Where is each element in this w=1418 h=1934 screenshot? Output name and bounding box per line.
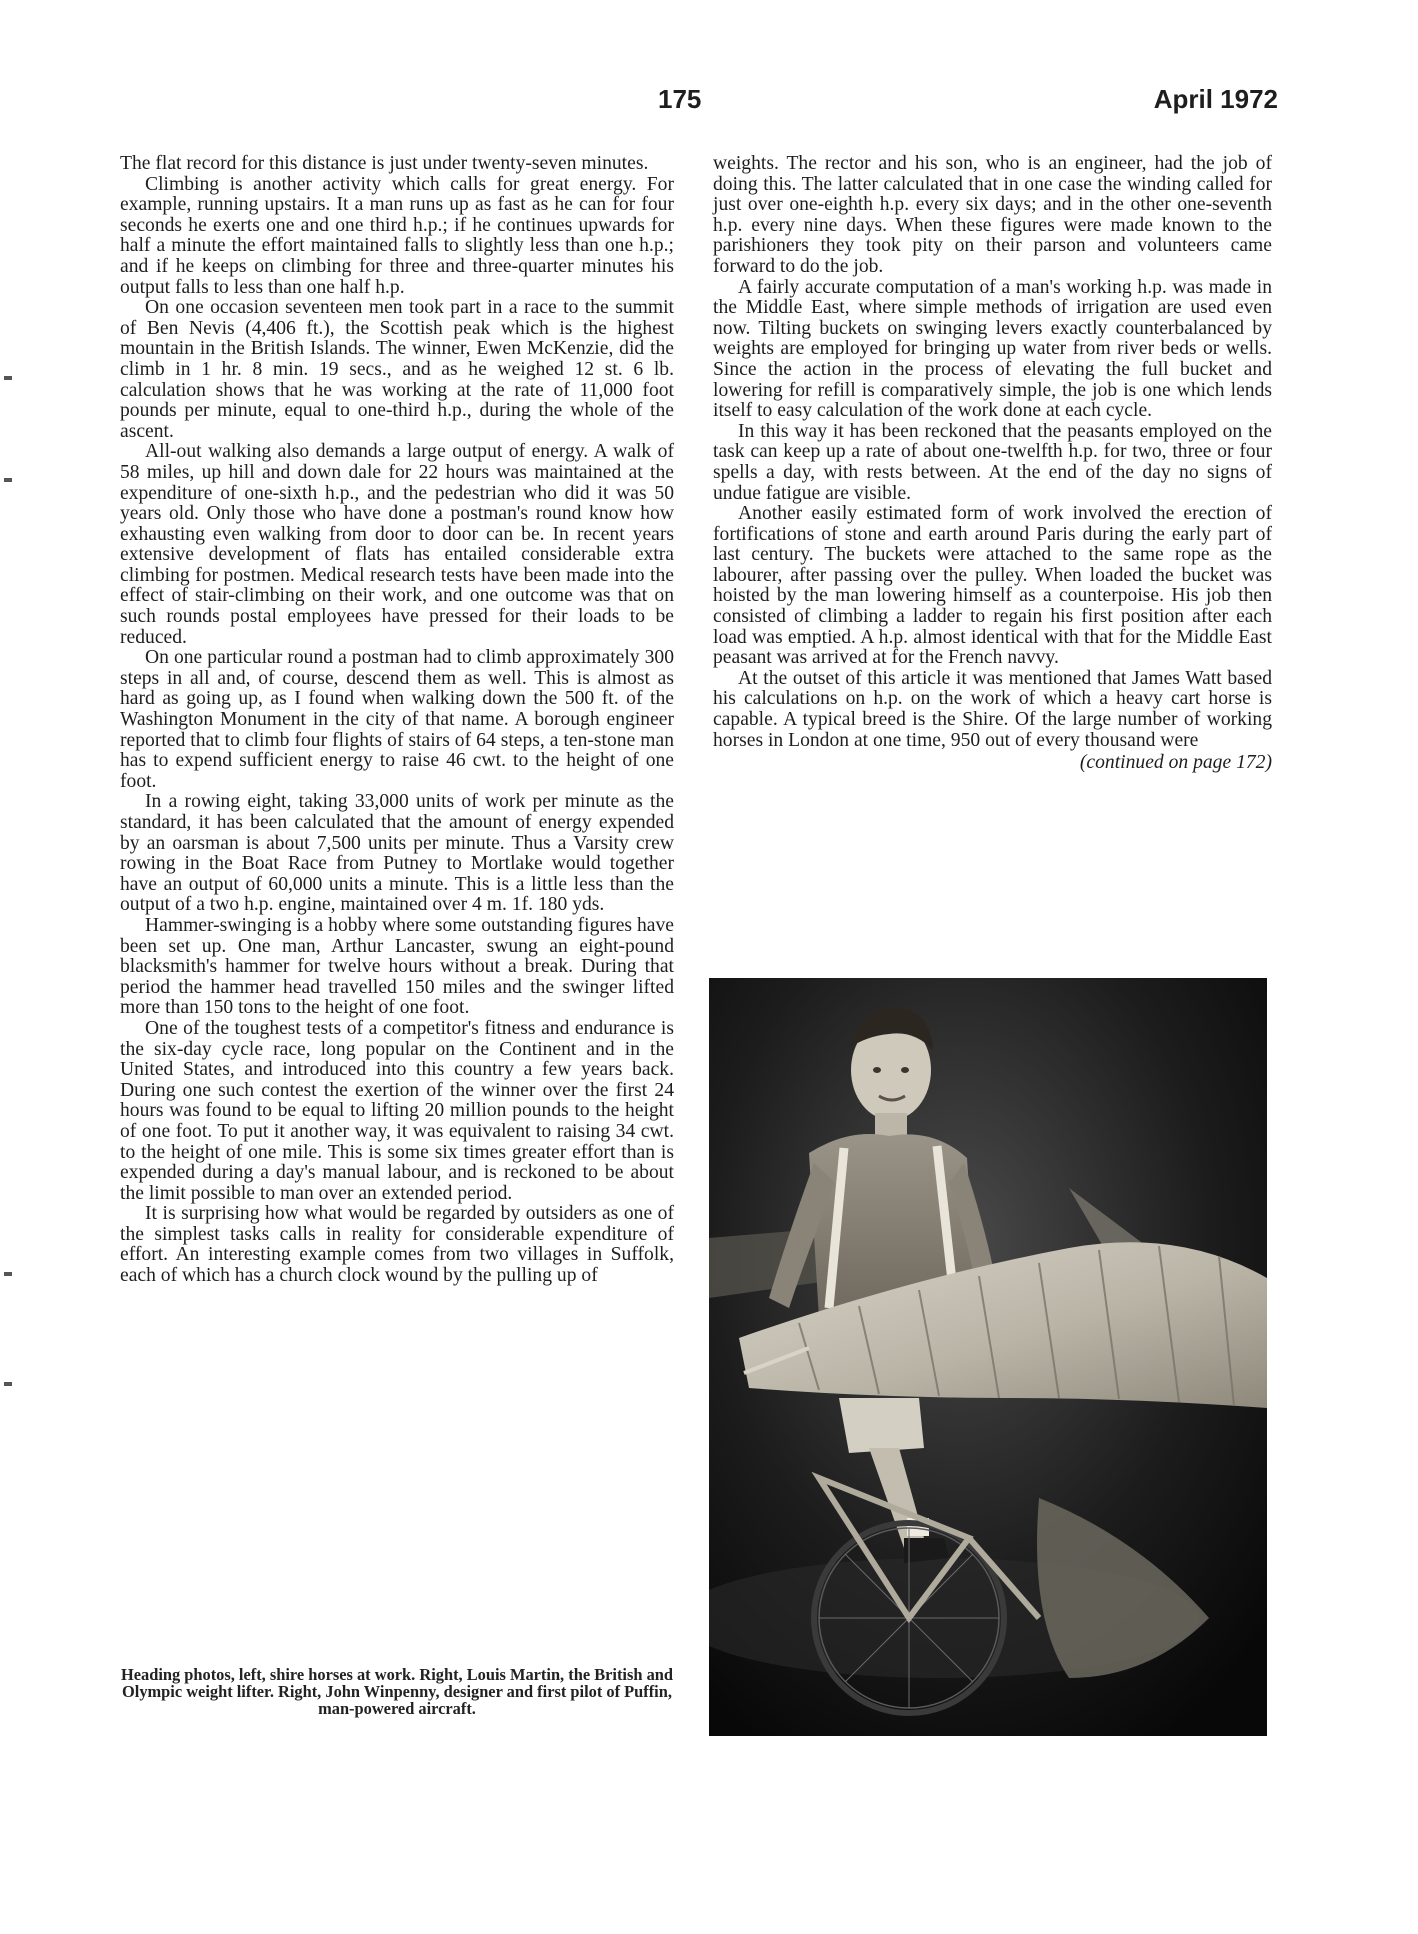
paragraph: A fairly accurate computation of a man's working h.p. was made in the Middle East, where simple methods of irrigation are used even now. Tilting buckets on swinging levers exactly counterbalanced by weights are employed for bringing up water from river beds or wells. Since the action in the process of elevating the full bucket and lowering for refill is comparatively simple, the job is one which lends itself to easy calculation of the work done at each cycle. <box>713 276 1272 422</box>
paragraph: The flat record for this distance is just under twenty-seven minutes. <box>120 153 649 174</box>
issue-date: April 1972 <box>1153 84 1278 114</box>
paragraph: Hammer-swinging is a hobby where some outstanding figures have been set up. One man, Arthur Lancaster, swung an eight-pound blacksmith's hammer for twelve hours without a break. During that period the hammer head travelled 150 miles and the swinger lifted more than 150 tons to the height of one foot. <box>120 914 674 1019</box>
right-column <box>713 154 1272 774</box>
margin-mark <box>4 1382 12 1386</box>
photo-man-powered-aircraft-pilot <box>709 978 1267 1736</box>
paragraph: In a rowing eight, taking 33,000 units of work per minute as the standard, it has been calculated that the amount of energy expended by an oarsman is about 7,500 units per minute. Thus a Varsity crew rowing in the Boat Race from Putney to Mortlake would together have an output of 60,000 units a minute. This is a little less than the output of a two h.p. engine, maintained over 4 m. 1f. 180 yds. <box>120 791 674 916</box>
paragraph: All-out walking also demands a large output of energy. A walk of 58 miles, up hill and down dale for 22 hours was maintained at the expenditure of one-sixth h.p., and the pedestrian who did it was 50 years old. Only those who have done a postman's round know how exhausting even walking from door to door can be. In recent years extensive development of flats has entailed considerable extra climbing for postmen. Medical research tests have been made into the effect of stair-climbing on their work, and one outcome was that on such rounds postal employees have pressed for their loads to be reduced. <box>120 441 674 648</box>
photo-illustration <box>709 978 1267 1736</box>
paragraph: On one occasion seventeen men took part in a race to the summit of Ben Nevis (4,406 ft.), the Scottish peak which is the highest mountain in the British Islands. The winner, Ewen McKenzie, did the climb in 1 hr. 8 min. 19 secs., and as he weighed 12 st. 6 lb. calculation shows that he was working at the rate of 11,000 foot pounds per minute, equal to one-third h.p., during the whole of the ascent. <box>120 297 674 442</box>
paragraph: At the outset of this article it was mentioned that James Watt based his calculations on h.p. on the work of which a heavy cart horse is capable. A typical breed is the Shire. Of the large number of working horses in London at one time, 950 out of every thousand were <box>713 667 1272 751</box>
paragraph: Another easily estimated form of work involved the erection of fortifications of stone and earth around Paris during the early part of last century. The buckets were attached to the same rope as the labourer, after passing over the pulley. When loaded the bucket was hoisted by the man lowering himself as a counterpoise. His job then consisted of climbing a ladder to regain his first position after each load was emptied. A h.p. almost identical with that for the Middle East peasant was arrived at for the French navvy. <box>713 503 1272 669</box>
paragraph: Climbing is another activity which calls for great energy. For example, running upstairs. It a man runs up as fast as he can for four seconds he exerts one and one third h.p.; if he continues upwards for half a minute the effort maintained falls to slightly less than one h.p.; and if he keeps on climbing for three and three-quarter minutes his output falls to less than one half h.p. <box>120 173 674 298</box>
paragraph: weights. The rector and his son, who is an engineer, had the job of doing this. The latter calculated that in one case the winding called for just over one-eighth h.p. every six days; and in the other one-seventh h.p. every nine days. When these figures were made known to the parishioners they took pity on their parson and volunteers came forward to do the job. <box>713 153 1272 277</box>
margin-mark <box>4 376 12 380</box>
photo-caption: Heading photos, left, shire horses at work. Right, Louis Martin, the British and Olympic weight lifter. Right, John Winpenny, designer and first pilot of Puffin, man-powered aircraft. <box>120 1665 673 1718</box>
paragraph: It is surprising how what would be regarded by outsiders as one of the simplest tasks calls in reality for considerable expenditure of effort. An interesting example comes from two villages in Suffolk, each of which has a church clock wound by the pulling up of <box>120 1203 674 1287</box>
margin-mark <box>4 1272 12 1276</box>
left-column <box>120 154 674 1287</box>
continued-note: (continued on page 172) <box>1079 752 1272 774</box>
page-header <box>0 84 1418 124</box>
page-number: 175 <box>658 84 702 114</box>
paragraph: On one particular round a postman had to climb approximately 300 steps in all and, of course, descend them as well. This is almost as hard as going up, as I found when walking down the 500 ft. of the Washington Monument in the city of that name. A borough engineer reported that to climb four flights of stairs of 64 steps, a ten-stone man has to expend sufficient energy to raise 46 cwt. to the height of one foot. <box>120 647 674 792</box>
paragraph: One of the toughest tests of a competitor's fitness and endurance is the six-day cycle race, long popular on the Continent and in the United States, and introduced into this country a few years back. During one such contest the exertion of the winner over the first 24 hours was found to be equal to lifting 20 million pounds to the height of one foot. To put it another way, it was equivalent to raising 34 cwt. to the height of one mile. This is some six times greater effort than is expended during a day's manual labour, and is reckoned to be about the limit possible to man over an extended period. <box>120 1017 674 1204</box>
margin-mark <box>4 478 12 482</box>
paragraph: In this way it has been reckoned that the peasants employed on the task can keep up a rate of about one-twelfth h.p. for two, three or four spells a day, with rests between. At the end of the day no signs of undue fatigue are visible. <box>713 420 1272 504</box>
